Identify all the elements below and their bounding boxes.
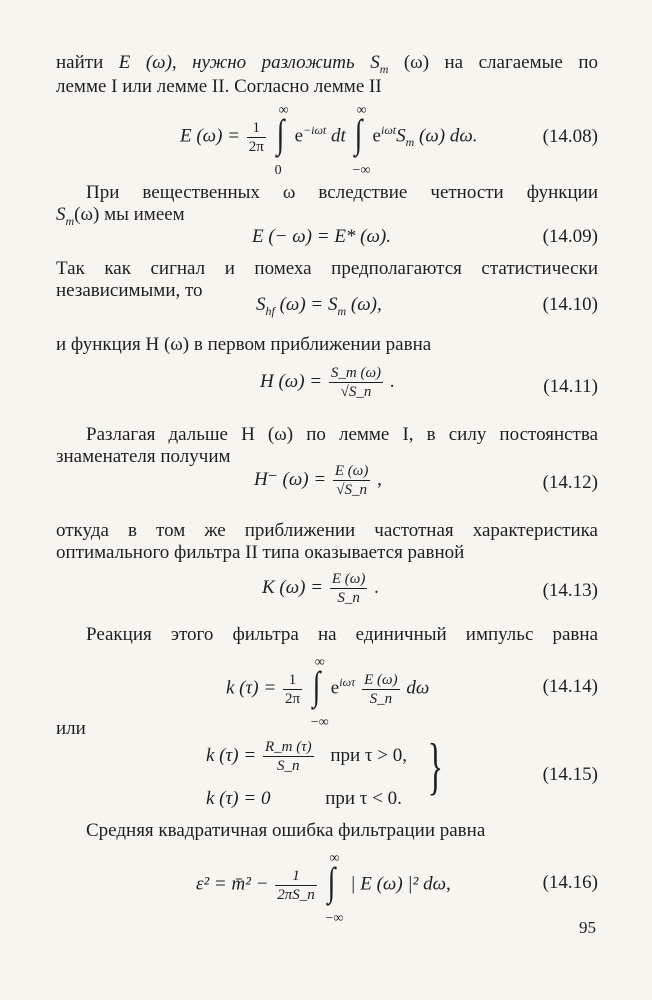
equation-number: (14.09) <box>542 226 598 247</box>
paragraph-line: и функция H (ω) в первом приближении равна <box>56 334 432 355</box>
equation-14-09: E (− ω) = E* (ω). <box>252 226 391 247</box>
equation-number: (14.12) <box>542 472 598 493</box>
paragraph-line: оптимального фильтра II типа оказывается равной <box>56 542 465 563</box>
paragraph-line: найти E (ω), нужно разложить $S_m$ (ω) на слагаемые по <box>56 52 599 76</box>
equation-number: (14.14) <box>542 676 598 697</box>
equation-number: (14.11) <box>543 376 598 397</box>
paragraph-line: знаменателя получим <box>56 446 231 467</box>
paragraph-line: откуда в том же приближении частотная характеристика <box>56 520 598 541</box>
paragraph-line: Так как сигнал и помеха предполагаются статистически <box>56 258 598 279</box>
equation-14-15-row1: k (τ) = $\frac{R\_m (\tau)}{S\_n}$ при τ > 0, <box>206 739 408 774</box>
page-number: 95 <box>579 918 596 937</box>
equation-14-08: E (ω) = $\frac{1}{2\pi}$ ∫ ∞ 0 $e^{-i\omega t}$ dt ∫ ∞ −∞ $e^{i\omega t}S_m$ (ω) dω. <box>180 103 478 178</box>
equation-14-10: $S_{hf}$ $(\omega) = S_m$ (ω), <box>256 294 382 318</box>
paragraph-line: Реакция этого фильтра на единичный импульс равна <box>86 624 598 645</box>
equation-14-14: k (τ) = $\frac{1}{2\pi}$ ∫ ∞ −∞ $e^{i\omega\tau}$ $\frac{E (\omega)}{S\_n}$ dω <box>226 655 430 730</box>
paragraph-line: или <box>56 718 86 739</box>
paragraph-line: лемме I или лемме II. Согласно лемме II <box>56 76 382 97</box>
equation-number: (14.15) <box>542 764 598 785</box>
paragraph-line: Средняя квадратичная ошибка фильтрации равна <box>86 820 486 841</box>
paragraph-line: $S_m(\omega)$ мы имеем <box>56 204 185 228</box>
paragraph-line: независимыми, то <box>56 280 203 301</box>
equation-14-13: K (ω) = $\frac{E (\omega)}{S\_n}$ . <box>262 571 379 606</box>
equation-14-16: ε² = m̄² − $\frac{1}{2\pi S\_n}$ ∫ ∞ −∞ | E (ω) |² dω, <box>196 851 451 926</box>
equation-number: (14.13) <box>542 580 598 601</box>
equation-14-12: H⁻ (ω) = $\frac{E (\omega)}{√S\_n}$ , <box>254 463 382 498</box>
brace: } <box>427 730 444 801</box>
equation-number: (14.08) <box>542 126 598 147</box>
equation-14-15-row2: k (τ) = 0 при τ < 0. <box>206 788 402 809</box>
equation-number: (14.16) <box>542 872 598 893</box>
paragraph-line: При вещественных ω вследствие четности функции <box>86 182 598 203</box>
equation-14-11: H (ω) = $\frac{S\_m (\omega)}{√S\_n}$ . <box>260 365 395 400</box>
equation-number: (14.10) <box>542 294 598 315</box>
paragraph-line: Разлагая дальше H (ω) по лемме I, в силу постоянства <box>86 424 598 445</box>
